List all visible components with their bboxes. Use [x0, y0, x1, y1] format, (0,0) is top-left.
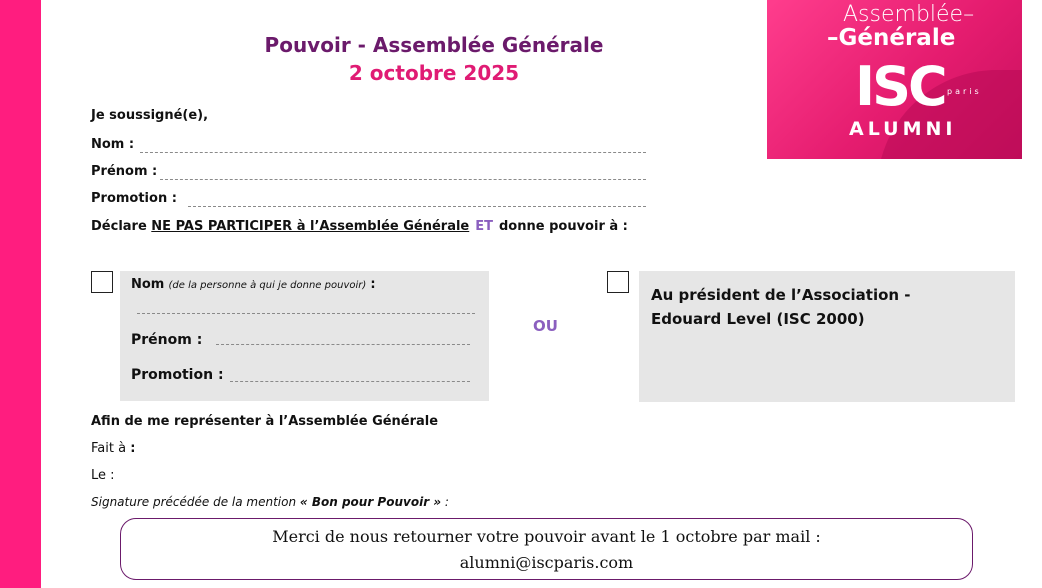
declaration-line [91, 219, 628, 234]
proxy-prenom-field[interactable] [216, 344, 470, 345]
declare-prefix: Déclare [91, 219, 152, 234]
president-line-2: Edouard Level (ISC 2000) [651, 310, 865, 328]
or-separator: OU [533, 317, 558, 335]
person-proxy-checkbox[interactable] [91, 271, 113, 293]
fait-a-colon: : [130, 441, 136, 456]
promotion-field[interactable] [188, 206, 646, 207]
proxy-nom-hint: (de la personne à qui je donne pouvoir) [168, 280, 367, 291]
proxy-promotion-field[interactable] [230, 381, 470, 382]
promotion-label: Promotion : [91, 191, 177, 206]
return-instructions-box [120, 518, 973, 580]
nom-label: Nom : [91, 137, 135, 152]
signature-prefix: Signature précédée de la mention [91, 495, 300, 509]
proxy-nom-colon: : [370, 277, 376, 292]
president-proxy-checkbox[interactable] [607, 271, 629, 293]
left-accent-bar [0, 0, 41, 588]
proxy-promotion-label: Promotion : [131, 367, 224, 383]
declare-et: ET [475, 219, 493, 234]
prenom-field[interactable] [160, 179, 646, 180]
prenom-label: Prénom : [91, 164, 158, 179]
nom-field[interactable] [140, 152, 646, 153]
fait-a-row[interactable] [91, 441, 135, 456]
return-instructions-line-1: Merci de nous retourner votre pouvoir avant le 1 octobre par mail : [272, 527, 821, 546]
logo-paris: paris [947, 87, 982, 96]
proxy-nom-field[interactable] [137, 313, 475, 314]
representation-statement: Afin de me représenter à l’Assemblée Générale [91, 414, 439, 429]
president-line-1: Au président de l’Association - [651, 286, 911, 304]
signature-row[interactable] [91, 495, 449, 509]
signature-mention: « Bon pour Pouvoir » [299, 495, 442, 509]
document-date: 2 octobre 2025 [348, 61, 520, 85]
intro-text: Je soussigné(e), [91, 108, 209, 123]
signature-suffix: : [441, 495, 449, 509]
proxy-prenom-label: Prénom : [131, 332, 203, 348]
le-row[interactable]: Le : [91, 468, 115, 483]
return-email[interactable]: alumni@iscparis.com [459, 553, 634, 572]
declare-suffix: donne pouvoir à : [499, 219, 628, 234]
fait-a-label: Fait à [91, 441, 127, 456]
proxy-nom-label: Nom [131, 277, 165, 292]
logo-isc: ISC [855, 55, 945, 118]
president-proxy-text [651, 283, 991, 331]
proxy-nom-row [131, 277, 376, 292]
logo-alumni: ALUMNI [849, 118, 957, 140]
declare-not-attending: NE PAS PARTICIPER à l’Assemblée Générale [151, 219, 470, 234]
logo-line-generale: –Générale [827, 25, 956, 51]
person-proxy-box [120, 271, 489, 401]
document-title: Pouvoir - Assemblée Générale [264, 33, 604, 57]
assemblee-generale-isc-alumni-logo [767, 0, 1022, 159]
logo-line-assemblee: Assemblée– [843, 2, 975, 27]
